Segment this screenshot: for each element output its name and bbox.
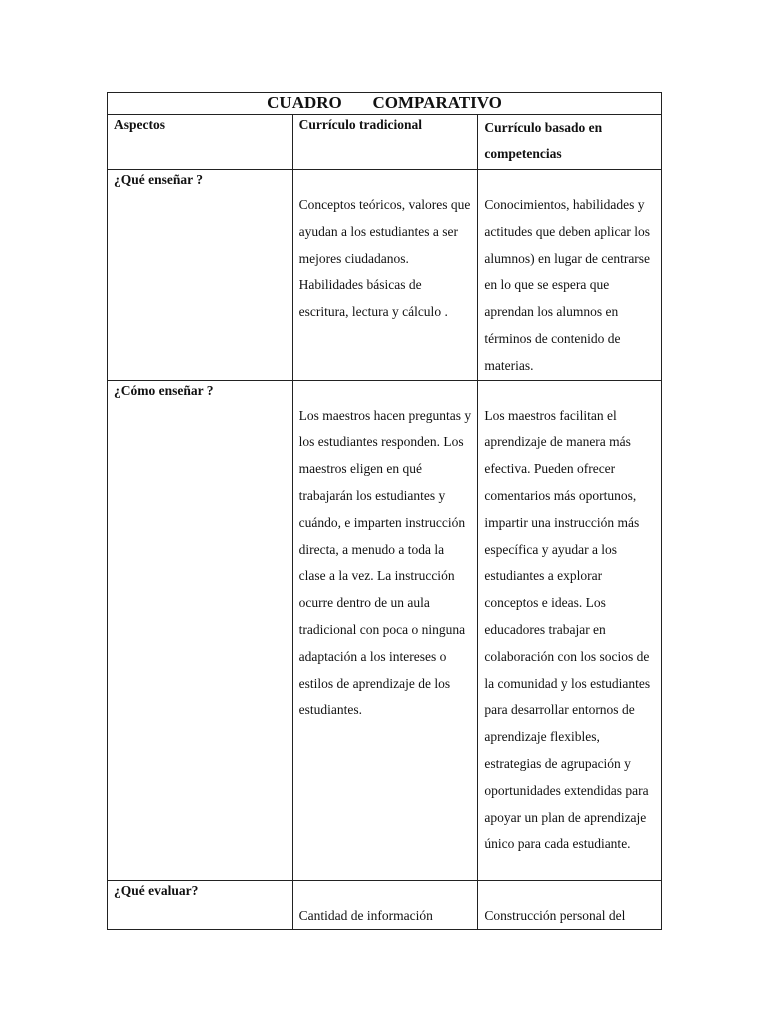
table-row <box>108 380 662 880</box>
header-aspectos: Aspectos <box>108 115 293 170</box>
header-tradicional: Currículo tradicional <box>292 115 478 170</box>
table-title: CUADRO COMPARATIVO <box>108 93 662 115</box>
tradicional-cell: Cantidad de información <box>292 880 478 930</box>
aspect-cell: ¿Qué enseñar ? <box>108 170 293 381</box>
comparison-table <box>107 92 662 930</box>
title-row <box>108 93 662 115</box>
header-row <box>108 115 662 170</box>
competencias-cell: Construcción personal del <box>478 880 662 930</box>
header-competencias: Currículo basado en competencias <box>478 115 662 170</box>
table-row <box>108 170 662 381</box>
aspect-cell: ¿Qué evaluar? <box>108 880 293 930</box>
competencias-cell: Los maestros facilitan el aprendizaje de manera más efectiva. Pueden ofrecer comentarios más oportunos, impartir una instrucción más específica y ayudar a los estudiantes a explorar conceptos e ideas. Los educadores trabajar en colaboración con los socios de la comunidad y los estudiantes para desarrollar entornos de aprendizaje flexibles, estrategias de agrupación y oportunidades extendidas para apoyar un plan de aprendizaje único para cada estudiante. <box>478 380 662 880</box>
tradicional-cell: Conceptos teóricos, valores que ayudan a los estudiantes a ser mejores ciudadanos. Habilidades básicas de escritura, lectura y cálculo . <box>292 170 478 381</box>
table-row <box>108 880 662 930</box>
tradicional-cell: Los maestros hacen preguntas y los estudiantes responden. Los maestros eligen en qué trabajarán los estudiantes y cuándo, e imparten instrucción directa, a menudo a toda la clase a la vez. La instrucción ocurre dentro de un aula tradicional con poca o ninguna adaptación a los intereses o estilos de aprendizaje de los estudiantes. <box>292 380 478 880</box>
aspect-cell: ¿Cómo enseñar ? <box>108 380 293 880</box>
competencias-cell: Conocimientos, habilidades y actitudes que deben aplicar los alumnos) en lugar de centrarse en lo que se espera que aprendan los alumnos en términos de contenido de materias. <box>478 170 662 381</box>
